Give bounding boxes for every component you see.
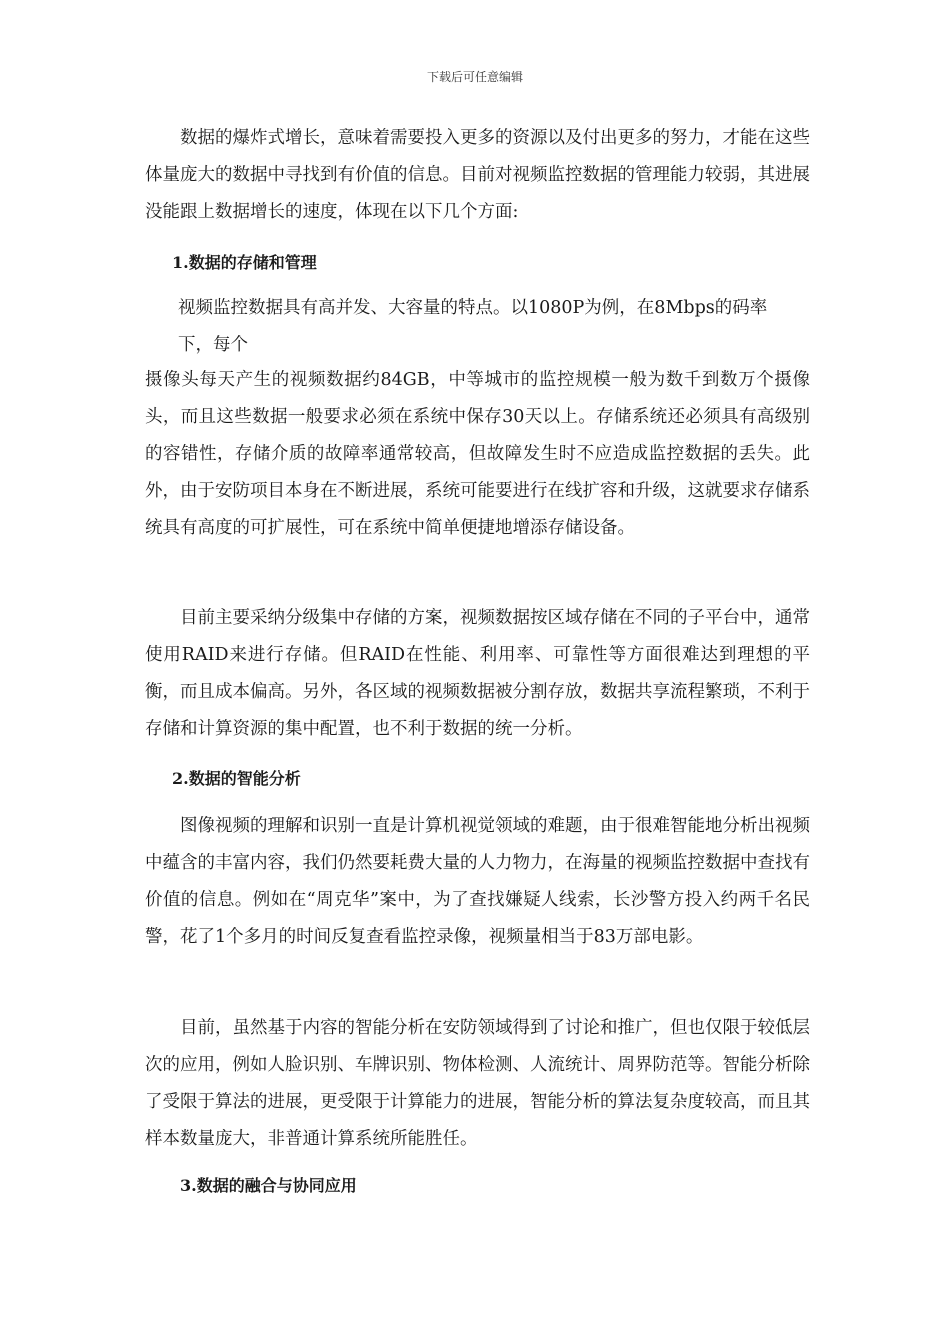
paragraph-storage-line1: 视频监控数据具有高并发、大容量的特点。以1080P为例，在8Mbps的码率: [178, 298, 768, 318]
page-header: 下载后可任意编辑: [426, 70, 523, 84]
paragraph-storage-body: 摄像头每天产生的视频数据约84GB，中等城市的监控规模一般为数千到数万个摄像头，而且这些数据一般要求必须在系统中保存30天以上。存储系统还必须具有高级别的容错性，存储介质的故障率通常较高，但故障发生时不应造成监控数据的丢失。此外，由于安防项目本身在不断进展，系统可能要进行在线扩容和升级，这就要求存储系统具有高度的可扩展性，可在系统中简单便捷地增添存储设备。: [145, 370, 810, 538]
section-heading-storage: 1.数据的存储和管理: [172, 253, 317, 272]
paragraph-intro: 数据的爆炸式增长，意味着需要投入更多的资源以及付出更多的努力，才能在这些体量庞大的数据中寻找到有价值的信息。目前对视频监控数据的管理能力较弱，其进展没能跟上数据增长的速度，体现在以下几个方面:: [145, 128, 810, 222]
section-heading-analysis: 2.数据的智能分析: [172, 769, 301, 788]
paragraph-raid: 目前主要采纳分级集中存储的方案，视频数据按区域存储在不同的子平台中，通常使用RAID来进行存储。但RAID在性能、利用率、可靠性等方面很难达到理想的平衡，而且成本偏高。另外，各区域的视频数据被分割存放，数据共享流程繁琐，不利于存储和计算资源的集中配置，也不利于数据的统一分析。: [145, 608, 810, 739]
section-heading-fusion: 3.数据的融合与协同应用: [180, 1176, 357, 1195]
paragraph-analysis-limits: 目前，虽然基于内容的智能分析在安防领域得到了讨论和推广，但也仅限于较低层次的应用，例如人脸识别、车牌识别、物体检测、人流统计、周界防范等。智能分析除了受限于算法的进展，更受限于计算能力的进展，智能分析的算法复杂度较高，而且其样本数量庞大，非普通计算系统所能胜任。: [145, 1018, 810, 1149]
paragraph-analysis: 图像视频的理解和识别一直是计算机视觉领域的难题，由于很难智能地分析出视频中蕴含的丰富内容，我们仍然要耗费大量的人力物力，在海量的视频监控数据中查找有价值的信息。例如在“周克华”案中，为了查找嫌疑人线索，长沙警方投入约两千名民警，花了1个多月的时间反复查看监控录像，视频量相当于83万部电影。: [145, 816, 810, 947]
paragraph-storage-line2: 下，每个: [178, 335, 248, 355]
